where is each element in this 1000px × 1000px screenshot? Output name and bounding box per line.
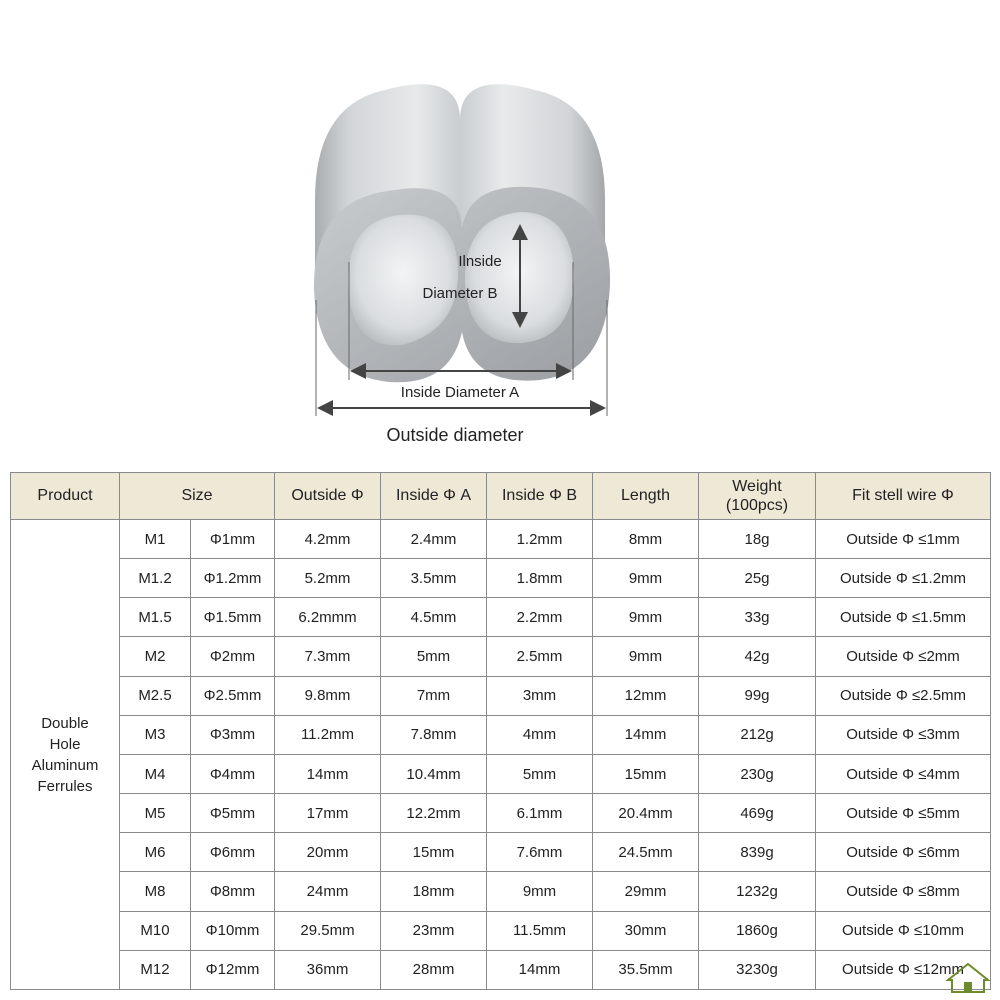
- cell-inside-a: 4.5mm: [381, 598, 487, 637]
- cell-inside-b: 7.6mm: [487, 833, 593, 872]
- cell-weight: 469g: [699, 794, 816, 833]
- cell-weight: 212g: [699, 715, 816, 754]
- cell-fit: Outside Φ ≤1.5mm: [816, 598, 991, 637]
- cell-size: Φ3mm: [191, 715, 275, 754]
- cell-model: M3: [120, 715, 191, 754]
- cell-outside: 24mm: [275, 872, 381, 911]
- cell-size: Φ4mm: [191, 754, 275, 793]
- cell-length: 20.4mm: [593, 794, 699, 833]
- cell-fit: Outside Φ ≤2mm: [816, 637, 991, 676]
- cell-inside-a: 7.8mm: [381, 715, 487, 754]
- ferrule-diagram: [0, 0, 1000, 460]
- cell-size: Φ5mm: [191, 794, 275, 833]
- cell-outside: 9.8mm: [275, 676, 381, 715]
- header-length: Length: [593, 473, 699, 520]
- cell-outside: 29.5mm: [275, 911, 381, 950]
- cell-length: 9mm: [593, 637, 699, 676]
- cell-size: Φ2.5mm: [191, 676, 275, 715]
- product-line: Ferrules: [37, 777, 93, 795]
- cell-length: 8mm: [593, 520, 699, 559]
- product-line: Aluminum: [31, 756, 99, 774]
- table-row: [11, 676, 991, 715]
- table-row: [11, 754, 991, 793]
- cell-length: 30mm: [593, 911, 699, 950]
- cell-inside-b: 4mm: [487, 715, 593, 754]
- header-weight-line2: (100pcs): [725, 497, 789, 514]
- cell-inside-a: 15mm: [381, 833, 487, 872]
- outside-diameter-label: Outside diameter: [386, 425, 524, 445]
- cell-weight: 1232g: [699, 872, 816, 911]
- cell-inside-b: 3mm: [487, 676, 593, 715]
- cell-model: M12: [120, 950, 191, 989]
- header-inside-a: Inside Φ A: [381, 473, 487, 520]
- cell-length: 15mm: [593, 754, 699, 793]
- cell-outside: 4.2mm: [275, 520, 381, 559]
- cell-size: Φ8mm: [191, 872, 275, 911]
- cell-length: 24.5mm: [593, 833, 699, 872]
- table-row: [11, 559, 991, 598]
- cell-weight: 3230g: [699, 950, 816, 989]
- header-weight: [699, 473, 816, 520]
- cell-weight: 839g: [699, 833, 816, 872]
- cell-inside-b: 2.2mm: [487, 598, 593, 637]
- table-row: [11, 520, 991, 559]
- table-row: [11, 794, 991, 833]
- cell-length: 9mm: [593, 598, 699, 637]
- spec-table: [10, 472, 991, 990]
- cell-length: 9mm: [593, 559, 699, 598]
- cell-length: 14mm: [593, 715, 699, 754]
- header-fit: Fit stell wire Φ: [816, 473, 991, 520]
- cell-size: Φ1.5mm: [191, 598, 275, 637]
- cell-inside-b: 11.5mm: [487, 911, 593, 950]
- inside-b-label-2: Diameter B: [422, 285, 498, 302]
- cell-length: 35.5mm: [593, 950, 699, 989]
- inside-b-label: Ilnside: [458, 253, 502, 270]
- cell-fit: Outside Φ ≤12mm: [816, 950, 991, 989]
- product-name-cell: [11, 520, 120, 990]
- table-row: [11, 598, 991, 637]
- table-row: [11, 950, 991, 989]
- cell-fit: Outside Φ ≤4mm: [816, 754, 991, 793]
- table-row: [11, 872, 991, 911]
- cell-outside: 14mm: [275, 754, 381, 793]
- cell-fit: Outside Φ ≤1.2mm: [816, 559, 991, 598]
- cell-fit: Outside Φ ≤2.5mm: [816, 676, 991, 715]
- cell-inside-b: 6.1mm: [487, 794, 593, 833]
- cell-inside-b: 1.8mm: [487, 559, 593, 598]
- cell-fit: Outside Φ ≤8mm: [816, 872, 991, 911]
- cell-model: M1.5: [120, 598, 191, 637]
- cell-fit: Outside Φ ≤6mm: [816, 833, 991, 872]
- inside-a-label: Inside Diameter A: [400, 384, 520, 401]
- cell-length: 29mm: [593, 872, 699, 911]
- cell-outside: 5.2mm: [275, 559, 381, 598]
- cell-inside-b: 14mm: [487, 950, 593, 989]
- cell-weight: 33g: [699, 598, 816, 637]
- cell-inside-a: 5mm: [381, 637, 487, 676]
- cell-size: Φ12mm: [191, 950, 275, 989]
- cell-weight: 230g: [699, 754, 816, 793]
- product-line: Hole: [49, 735, 81, 753]
- cell-outside: 17mm: [275, 794, 381, 833]
- cell-weight: 18g: [699, 520, 816, 559]
- cell-model: M1.2: [120, 559, 191, 598]
- cell-model: M5: [120, 794, 191, 833]
- cell-model: M2: [120, 637, 191, 676]
- table-row: [11, 911, 991, 950]
- cell-fit: Outside Φ ≤1mm: [816, 520, 991, 559]
- cell-inside-a: 28mm: [381, 950, 487, 989]
- cell-weight: 25g: [699, 559, 816, 598]
- cell-fit: Outside Φ ≤10mm: [816, 911, 991, 950]
- cell-model: M4: [120, 754, 191, 793]
- header-weight-line1: Weight: [732, 478, 782, 495]
- cell-outside: 6.2mmm: [275, 598, 381, 637]
- cell-size: Φ1.2mm: [191, 559, 275, 598]
- ferrule-body: [314, 84, 610, 382]
- cell-weight: 99g: [699, 676, 816, 715]
- header-outside: Outside Φ: [275, 473, 381, 520]
- table-row: [11, 637, 991, 676]
- table-row: [11, 833, 991, 872]
- cell-length: 12mm: [593, 676, 699, 715]
- table-row: [11, 715, 991, 754]
- cell-size: Φ2mm: [191, 637, 275, 676]
- cell-inside-b: 9mm: [487, 872, 593, 911]
- header-size: Size: [120, 473, 275, 520]
- cell-inside-a: 7mm: [381, 676, 487, 715]
- cell-weight: 1860g: [699, 911, 816, 950]
- cell-size: Φ10mm: [191, 911, 275, 950]
- cell-weight: 42g: [699, 637, 816, 676]
- cell-size: Φ6mm: [191, 833, 275, 872]
- cell-inside-b: 5mm: [487, 754, 593, 793]
- cell-outside: 11.2mm: [275, 715, 381, 754]
- house-icon: [940, 958, 996, 998]
- cell-inside-a: 3.5mm: [381, 559, 487, 598]
- cell-size: Φ1mm: [191, 520, 275, 559]
- cell-inside-a: 18mm: [381, 872, 487, 911]
- cell-inside-a: 12.2mm: [381, 794, 487, 833]
- cell-fit: Outside Φ ≤5mm: [816, 794, 991, 833]
- cell-inside-a: 10.4mm: [381, 754, 487, 793]
- cell-outside: 7.3mm: [275, 637, 381, 676]
- cell-model: M2.5: [120, 676, 191, 715]
- cell-outside: 20mm: [275, 833, 381, 872]
- header-inside-b: Inside Φ B: [487, 473, 593, 520]
- cell-inside-a: 23mm: [381, 911, 487, 950]
- cell-model: M8: [120, 872, 191, 911]
- cell-fit: Outside Φ ≤3mm: [816, 715, 991, 754]
- cell-model: M1: [120, 520, 191, 559]
- header-product: Product: [11, 473, 120, 520]
- product-line: Double: [41, 714, 89, 732]
- cell-outside: 36mm: [275, 950, 381, 989]
- cell-inside-b: 2.5mm: [487, 637, 593, 676]
- cell-inside-a: 2.4mm: [381, 520, 487, 559]
- cell-model: M6: [120, 833, 191, 872]
- cell-inside-b: 1.2mm: [487, 520, 593, 559]
- table-header-row: [11, 473, 991, 520]
- cell-model: M10: [120, 911, 191, 950]
